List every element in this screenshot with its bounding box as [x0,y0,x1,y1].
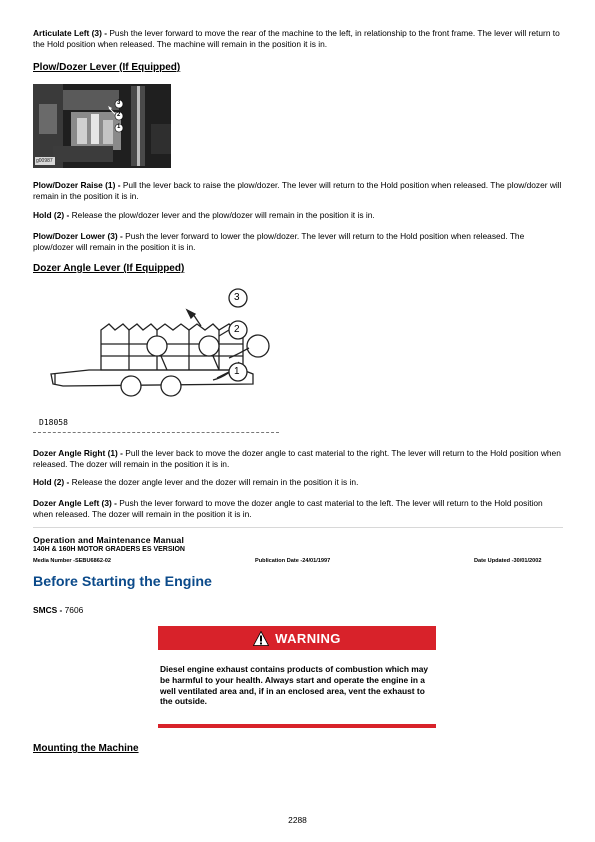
dozer-hold-label: Hold (2) - [33,477,70,487]
diagram-underline [33,432,279,433]
warning-body: Diesel engine exhaust contains products of combustion which may be harmful to your health. Always start and operate the engine in a well ventilated area and, if in an enclosed area, vent the exhaust to the outside. [160,664,429,707]
plow-hold-text: Release the plow/dozer lever and the plow/dozer will remain in the position it is in. [69,210,375,220]
mounting-heading: Mounting the Machine [33,743,139,754]
section-divider [33,527,563,528]
diagram-callout-2: 2 [234,324,240,335]
plow-lower-label: Plow/Dozer Lower (3) - [33,231,123,241]
date-updated: Date Updated -30/01/2002 [474,558,542,564]
dozer-angle-left-label: Dozer Angle Left (3) - [33,498,117,508]
plow-lever-photo [33,84,171,168]
plow-raise-paragraph [33,180,563,201]
dozer-angle-heading: Dozer Angle Lever (If Equipped) [33,263,185,274]
publication-date: Publication Date -24/01/1997 [255,558,331,564]
smcs-label: SMCS - [33,605,63,615]
page-title: Before Starting the Engine [33,574,212,590]
photo-callout-3: 3 [117,100,121,106]
diagram-callout-1: 1 [234,366,240,377]
dozer-angle-right-text: Pull the lever back to move the dozer angle to cast material to the right. The lever will return to the Hold position when released. The dozer will remain in the position it is in. [33,448,561,469]
plow-hold-label: Hold (2) - [33,210,70,220]
plow-lower-text: Push the lever forward to lower the plow/dozer. The lever will return to the Hold position when released. The plow/dozer will remain in the position it is in. [33,231,525,252]
dozer-angle-right-paragraph [33,448,563,469]
smcs-value: 7606 [62,605,84,615]
dozer-angle-left-paragraph [33,498,563,519]
diagram-id-label: D18058 [39,418,68,427]
plow-dozer-heading: Plow/Dozer Lever (If Equipped) [33,62,181,73]
page-number: 2288 [288,815,307,825]
warning-triangle-icon [253,631,269,646]
smcs-line [33,605,83,615]
diagram-callout-3: 3 [234,292,240,303]
photo-callout-1: 1 [117,124,121,130]
manual-subtitle: 140H & 160H MOTOR GRADERS ES VERSION [33,546,185,553]
warning-label: WARNING [275,630,341,646]
manual-title: Operation and Maintenance Manual [33,535,185,545]
photo-id-label: g00987 [36,158,53,164]
articulate-left-paragraph [33,28,563,49]
dozer-angle-right-label: Dozer Angle Right (1) - [33,448,123,458]
articulate-left-label: Articulate Left (3) - [33,28,107,38]
dozer-angle-diagram [33,284,283,436]
dozer-hold-text: Release the dozer angle lever and the dozer will remain in the position it is in. [69,477,359,487]
plow-raise-text: Pull the lever back to raise the plow/dozer. The lever will return to the Hold position when released. The plow/dozer will remain in the position it is in. [33,180,562,201]
photo-callout-2: 2 [117,112,121,118]
articulate-left-text: Push the lever forward to move the rear of the machine to the left, in relationship to the front frame. The lever will return to the Hold position when released. The machine will remain in the position it is in. [33,28,560,49]
warning-banner [158,626,436,650]
dozer-angle-left-text: Push the lever forward to move the dozer angle to cast material to the left. The lever will return to the Hold position when released. The dozer will remain in the position it is in. [33,498,543,519]
plow-lower-paragraph [33,231,563,252]
plow-hold-paragraph [33,210,563,221]
media-number: Media Number -SEBU6862-02 [33,558,112,564]
warning-bottom-bar [158,724,436,728]
dozer-hold-paragraph [33,477,563,488]
plow-raise-label: Plow/Dozer Raise (1) - [33,180,121,190]
